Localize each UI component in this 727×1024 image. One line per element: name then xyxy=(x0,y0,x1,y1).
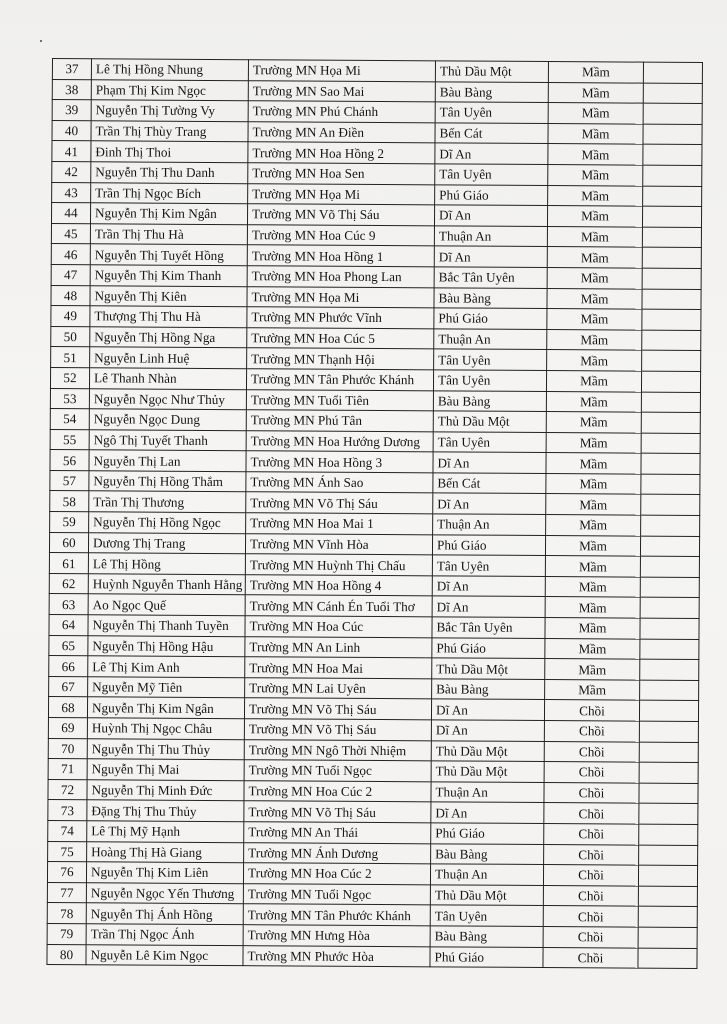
row-number: 61 xyxy=(49,553,88,574)
teacher-name: Nguyễn Thị Kim Ngân xyxy=(87,697,244,719)
district-name: Dĩ An xyxy=(431,802,544,823)
teacher-name: Nguyễn Thị Hồng Hậu xyxy=(88,635,245,657)
district-name: Thủ Dầu Một xyxy=(431,740,544,761)
grade-level: Mầm xyxy=(547,267,642,288)
teacher-name: Nguyễn Thị Kim Ngân xyxy=(90,203,247,225)
grade-level: Mầm xyxy=(545,556,640,577)
district-name: Bàu Bàng xyxy=(434,287,547,308)
note-cell xyxy=(643,103,702,124)
row-number: 63 xyxy=(49,594,88,615)
district-name: Dĩ An xyxy=(434,205,547,226)
teacher-name: Nguyễn Linh Huệ xyxy=(90,347,247,369)
teacher-roster-table xyxy=(46,58,703,969)
district-name: Phú Giáo xyxy=(432,534,545,555)
district-name: Phú Giáo xyxy=(430,946,543,967)
district-name: Thủ Dầu Một xyxy=(431,761,544,782)
grade-level: Chồi xyxy=(544,803,639,824)
school-name: Trường MN Tuổi Ngọc xyxy=(243,883,430,905)
school-name: Trường MN Võ Thị Sáu xyxy=(247,204,434,226)
row-number: 45 xyxy=(51,223,90,244)
district-name: Dĩ An xyxy=(431,720,544,741)
school-name: Trường MN Hoa Hồng 3 xyxy=(246,451,433,473)
teacher-name: Nguyễn Thị Ánh Hồng xyxy=(86,903,243,925)
grade-level: Mầm xyxy=(547,226,642,247)
note-cell xyxy=(641,392,700,413)
district-name: Dĩ An xyxy=(432,576,545,597)
teacher-name: Phạm Thị Kim Ngọc xyxy=(91,79,248,101)
note-cell xyxy=(639,783,698,804)
row-number: 80 xyxy=(47,944,86,965)
school-name: Trường MN Hoa Cúc 9 xyxy=(247,224,434,246)
school-name: Trường MN Sao Mai xyxy=(248,80,435,102)
teacher-name: Nguyễn Thị Hồng Ngọc xyxy=(89,512,246,534)
teacher-name: Trần Thị Thu Hà xyxy=(90,223,247,245)
teacher-name: Lê Thị Hồng xyxy=(88,553,245,575)
school-name: Trường MN Hoa Hồng 4 xyxy=(245,575,432,597)
note-cell xyxy=(643,165,702,186)
school-name: Trường MN Lai Uyên xyxy=(245,678,432,700)
row-number: 43 xyxy=(52,182,91,203)
note-cell xyxy=(641,495,700,516)
note-cell xyxy=(639,824,698,845)
row-number: 59 xyxy=(50,512,89,533)
note-cell xyxy=(643,62,702,83)
school-name: Trường MN Hoa Sen xyxy=(248,163,435,185)
row-number: 38 xyxy=(52,79,91,100)
row-number: 69 xyxy=(48,717,87,738)
note-cell xyxy=(639,721,698,742)
school-name: Trường MN Hoa Cúc 2 xyxy=(243,863,430,885)
row-number: 51 xyxy=(51,347,90,368)
roster-body xyxy=(47,59,703,969)
note-cell xyxy=(642,309,701,330)
row-number: 50 xyxy=(51,326,90,347)
teacher-name: Nguyễn Ngọc Yến Thương xyxy=(86,882,243,904)
note-cell xyxy=(639,742,698,763)
row-number: 52 xyxy=(50,367,89,388)
district-name: Dĩ An xyxy=(433,452,546,473)
grade-level: Mầm xyxy=(545,659,640,680)
note-cell xyxy=(641,474,700,495)
note-cell xyxy=(642,289,701,310)
note-cell xyxy=(641,515,700,536)
district-name: Thủ Dầu Một xyxy=(433,411,546,432)
school-name: Trường MN Họa Mi xyxy=(248,183,435,205)
school-name: Trường MN Hoa Hồng 1 xyxy=(247,245,434,267)
row-number: 57 xyxy=(50,470,89,491)
grade-level: Mầm xyxy=(545,535,640,556)
row-number: 48 xyxy=(51,285,90,306)
teacher-name: Thượng Thị Thu Hà xyxy=(90,306,247,328)
grade-level: Chồi xyxy=(544,844,639,865)
teacher-name: Lê Thị Mỹ Hạnh xyxy=(87,821,244,843)
note-cell xyxy=(640,659,699,680)
school-name: Trường MN Cánh Én Tuổi Thơ xyxy=(245,595,432,617)
grade-level: Mầm xyxy=(547,350,642,371)
district-name: Phú Giáo xyxy=(435,184,548,205)
district-name: Bàu Bàng xyxy=(435,81,548,102)
district-name: Thủ Dầu Một xyxy=(435,61,548,82)
row-number: 71 xyxy=(48,759,87,780)
note-cell xyxy=(640,639,699,660)
grade-level: Mầm xyxy=(548,144,643,165)
row-number: 60 xyxy=(49,532,88,553)
school-name: Trường MN Tân Phước Khánh xyxy=(246,369,433,391)
district-name: Dĩ An xyxy=(434,246,547,267)
school-name: Trường MN Hoa Mai 1 xyxy=(246,513,433,535)
grade-level: Chồi xyxy=(544,782,639,803)
note-cell xyxy=(642,227,701,248)
teacher-name: Nguyễn Thị Minh Đức xyxy=(87,780,244,802)
grade-level: Mầm xyxy=(546,515,641,536)
grade-level: Mầm xyxy=(548,103,643,124)
grade-level: Mầm xyxy=(547,288,642,309)
school-name: Trường MN Phước Hòa xyxy=(243,945,430,967)
school-name: Trường MN Ánh Sao xyxy=(246,472,433,494)
school-name: Trường MN Hoa Hồng 2 xyxy=(248,142,435,164)
note-cell xyxy=(639,803,698,824)
row-number: 77 xyxy=(47,882,86,903)
grade-level: Mầm xyxy=(546,494,641,515)
teacher-name: Đặng Thị Thu Thủy xyxy=(87,800,244,822)
district-name: Bắc Tân Uyên xyxy=(434,267,547,288)
teacher-name: Hoàng Thị Hà Giang xyxy=(87,841,244,863)
school-name: Trường MN Hoa Cúc 5 xyxy=(247,327,434,349)
row-number: 41 xyxy=(52,141,91,162)
note-cell xyxy=(638,886,697,907)
district-name: Phú Giáo xyxy=(431,823,544,844)
school-name: Trường MN Tân Phước Khánh xyxy=(243,904,430,926)
district-name: Tân Uyên xyxy=(435,164,548,185)
note-cell xyxy=(642,206,701,227)
note-cell xyxy=(641,371,700,392)
teacher-name: Nguyễn Thị Mai xyxy=(87,759,244,781)
school-name: Trường MN Võ Thị Sáu xyxy=(244,801,431,823)
row-number: 46 xyxy=(51,244,90,265)
grade-level: Mầm xyxy=(548,185,643,206)
grade-level: Mầm xyxy=(548,82,643,103)
teacher-name: Đinh Thị Thoi xyxy=(91,141,248,163)
teacher-name: Trần Thị Thùy Trang xyxy=(91,121,248,143)
grade-level: Chồi xyxy=(543,885,638,906)
row-number: 68 xyxy=(48,697,87,718)
note-cell xyxy=(643,124,702,145)
school-name: Trường MN An Điền xyxy=(248,121,435,143)
row-number: 56 xyxy=(50,450,89,471)
row-number: 78 xyxy=(47,903,86,924)
row-number: 58 xyxy=(50,491,89,512)
district-name: Bến Cát xyxy=(435,123,548,144)
school-name: Trường MN Tuổi Ngọc xyxy=(244,760,431,782)
grade-level: Chồi xyxy=(543,906,638,927)
note-cell xyxy=(642,247,701,268)
grade-level: Mầm xyxy=(545,597,640,618)
school-name: Trường MN Hoa Cúc xyxy=(245,616,432,638)
teacher-name: Nguyễn Mỹ Tiên xyxy=(88,677,245,699)
note-cell xyxy=(641,453,700,474)
school-name: Trường MN Võ Thị Sáu xyxy=(246,492,433,514)
district-name: Bàu Bàng xyxy=(433,390,546,411)
teacher-name: Nguyễn Thị Kim Thanh xyxy=(90,265,247,287)
teacher-name: Ngô Thị Tuyết Thanh xyxy=(89,429,246,451)
grade-level: Mầm xyxy=(547,329,642,350)
school-name: Trường MN Hoa Phong Lan xyxy=(247,266,434,288)
row-number: 66 xyxy=(49,656,88,677)
district-name: Bàu Bàng xyxy=(432,679,545,700)
row-number: 42 xyxy=(52,161,91,182)
grade-level: Mầm xyxy=(547,247,642,268)
grade-level: Mầm xyxy=(545,638,640,659)
teacher-name: Nguyễn Thị Thanh Tuyền xyxy=(88,615,245,637)
row-number: 55 xyxy=(50,429,89,450)
grade-level: Chồi xyxy=(544,823,639,844)
teacher-name: Huỳnh Nguyễn Thanh Hằng xyxy=(88,574,245,596)
teacher-name: Dương Thị Trang xyxy=(88,532,245,554)
grade-level: Chồi xyxy=(543,926,638,947)
district-name: Thuận An xyxy=(434,226,547,247)
district-name: Thuận An xyxy=(431,782,544,803)
note-cell xyxy=(642,268,701,289)
row-number: 62 xyxy=(49,573,88,594)
teacher-name: Nguyễn Thị Lan xyxy=(89,450,246,472)
row-number: 75 xyxy=(48,841,87,862)
teacher-name: Nguyễn Thị Kiên xyxy=(90,285,247,307)
grade-level: Mầm xyxy=(548,123,643,144)
note-cell xyxy=(640,577,699,598)
row-number: 54 xyxy=(50,409,89,430)
teacher-name: Nguyễn Lê Kim Ngọc xyxy=(86,944,243,966)
note-cell xyxy=(640,556,699,577)
school-name: Trường MN Phước Vĩnh xyxy=(247,307,434,329)
grade-level: Mầm xyxy=(547,206,642,227)
teacher-name: Nguyễn Thị Thu Thủy xyxy=(87,738,244,760)
school-name: Trường MN An Linh xyxy=(245,636,432,658)
school-name: Trường MN Phú Tân xyxy=(246,410,433,432)
district-name: Thủ Dầu Một xyxy=(430,885,543,906)
note-cell xyxy=(638,906,697,927)
teacher-name: Nguyễn Ngọc Như Thủy xyxy=(89,388,246,410)
school-name: Trường MN Hoa Cúc 2 xyxy=(244,780,431,802)
row-number: 37 xyxy=(52,59,91,80)
district-name: Dĩ An xyxy=(431,699,544,720)
district-name: Dĩ An xyxy=(435,143,548,164)
row-number: 44 xyxy=(51,203,90,224)
note-cell xyxy=(643,186,702,207)
district-name: Bến Cát xyxy=(433,473,546,494)
grade-level: Mầm xyxy=(546,473,641,494)
grade-level: Mầm xyxy=(545,618,640,639)
row-number: 72 xyxy=(48,779,87,800)
district-name: Phú Giáo xyxy=(434,308,547,329)
row-number: 65 xyxy=(49,635,88,656)
school-name: Trường MN Huỳnh Thị Chấu xyxy=(245,554,432,576)
table-row xyxy=(47,944,697,969)
teacher-name: Trần Thị Thương xyxy=(89,491,246,513)
row-number: 67 xyxy=(49,676,88,697)
row-number: 70 xyxy=(48,738,87,759)
district-name: Thủ Dầu Một xyxy=(432,658,545,679)
school-name: Trường MN Họa Mi xyxy=(247,286,434,308)
grade-level: Mầm xyxy=(548,164,643,185)
grade-level: Chồi xyxy=(544,762,639,783)
district-name: Dĩ An xyxy=(432,596,545,617)
teacher-name: Nguyễn Thị Thu Danh xyxy=(91,162,248,184)
row-number: 73 xyxy=(48,800,87,821)
grade-level: Mầm xyxy=(546,412,641,433)
grade-level: Mầm xyxy=(545,576,640,597)
grade-level: Mầm xyxy=(546,453,641,474)
teacher-name: Huỳnh Thị Ngọc Châu xyxy=(87,718,244,740)
school-name: Trường MN Ánh Dương xyxy=(244,842,431,864)
note-cell xyxy=(640,680,699,701)
note-cell xyxy=(642,330,701,351)
row-number: 64 xyxy=(49,615,88,636)
note-cell xyxy=(638,865,697,886)
teacher-name: Lê Thị Hồng Nhung xyxy=(91,59,248,81)
note-cell xyxy=(643,144,702,165)
district-name: Phú Giáo xyxy=(432,637,545,658)
note-cell xyxy=(640,536,699,557)
school-name: Trường MN Hoa Hướng Dương xyxy=(246,430,433,452)
district-name: Tân Uyên xyxy=(435,102,548,123)
row-number: 79 xyxy=(47,923,86,944)
grade-level: Chồi xyxy=(544,741,639,762)
school-name: Trường MN Hưng Hòa xyxy=(243,925,430,947)
grade-level: Mầm xyxy=(547,309,642,330)
school-name: Trường MN Hoa Mai xyxy=(245,657,432,679)
row-number: 74 xyxy=(48,820,87,841)
school-name: Trường MN Vĩnh Hòa xyxy=(245,533,432,555)
row-number: 53 xyxy=(50,388,89,409)
district-name: Thuận An xyxy=(434,329,547,350)
note-cell xyxy=(640,598,699,619)
grade-level: Mầm xyxy=(546,432,641,453)
teacher-name: Nguyễn Thị Hồng Nga xyxy=(90,326,247,348)
grade-level: Chồi xyxy=(544,721,639,742)
school-name: Trường MN Võ Thị Sáu xyxy=(244,698,431,720)
grade-level: Mầm xyxy=(546,391,641,412)
grade-level: Mầm xyxy=(546,370,641,391)
row-number: 40 xyxy=(52,120,91,141)
note-cell xyxy=(639,762,698,783)
note-cell xyxy=(643,83,702,104)
school-name: Trường MN An Thái xyxy=(244,822,431,844)
note-cell xyxy=(639,845,698,866)
row-number: 76 xyxy=(47,862,86,883)
note-cell xyxy=(639,701,698,722)
note-cell xyxy=(642,350,701,371)
district-name: Tân Uyên xyxy=(433,432,546,453)
grade-level: Chồi xyxy=(543,865,638,886)
teacher-name: Lê Thanh Nhàn xyxy=(89,368,246,390)
scan-speck xyxy=(40,40,42,42)
grade-level: Mầm xyxy=(545,679,640,700)
note-cell xyxy=(641,412,700,433)
grade-level: Chồi xyxy=(544,700,639,721)
teacher-name: Nguyễn Ngọc Dung xyxy=(89,409,246,431)
teacher-name: Nguyễn Thị Kim Liên xyxy=(86,862,243,884)
teacher-name: Trần Thị Ngọc Bích xyxy=(91,182,248,204)
grade-level: Mầm xyxy=(548,62,643,83)
teacher-name: Lê Thị Kim Anh xyxy=(88,656,245,678)
district-name: Bàu Bàng xyxy=(431,843,544,864)
district-name: Thuận An xyxy=(430,864,543,885)
district-name: Tân Uyên xyxy=(433,370,546,391)
district-name: Tân Uyên xyxy=(430,905,543,926)
teacher-name: Nguyễn Thị Tường Vy xyxy=(91,100,248,122)
teacher-name: Ao Ngọc Quế xyxy=(88,594,245,616)
note-cell xyxy=(640,618,699,639)
district-name: Tân Uyên xyxy=(432,555,545,576)
row-number: 49 xyxy=(51,306,90,327)
district-name: Bắc Tân Uyên xyxy=(432,617,545,638)
teacher-name: Nguyễn Thị Tuyết Hồng xyxy=(90,244,247,266)
school-name: Trường MN Ngô Thời Nhiệm xyxy=(244,739,431,761)
teacher-name: Trần Thị Ngọc Ánh xyxy=(86,924,243,946)
district-name: Dĩ An xyxy=(433,493,546,514)
school-name: Trường MN Phú Chánh xyxy=(248,101,435,123)
grade-level: Chồi xyxy=(543,947,638,968)
school-name: Trường MN Võ Thị Sáu xyxy=(244,719,431,741)
district-name: Tân Uyên xyxy=(434,349,547,370)
teacher-name: Nguyễn Thị Hồng Thắm xyxy=(89,471,246,493)
school-name: Trường MN Họa Mi xyxy=(248,60,435,82)
school-name: Trường MN Tuổi Tiên xyxy=(246,389,433,411)
row-number: 47 xyxy=(51,264,90,285)
note-cell xyxy=(638,948,697,969)
district-name: Bàu Bàng xyxy=(430,926,543,947)
row-number: 39 xyxy=(52,100,91,121)
note-cell xyxy=(641,433,700,454)
district-name: Thuận An xyxy=(433,514,546,535)
note-cell xyxy=(638,927,697,948)
school-name: Trường MN Thạnh Hội xyxy=(247,348,434,370)
